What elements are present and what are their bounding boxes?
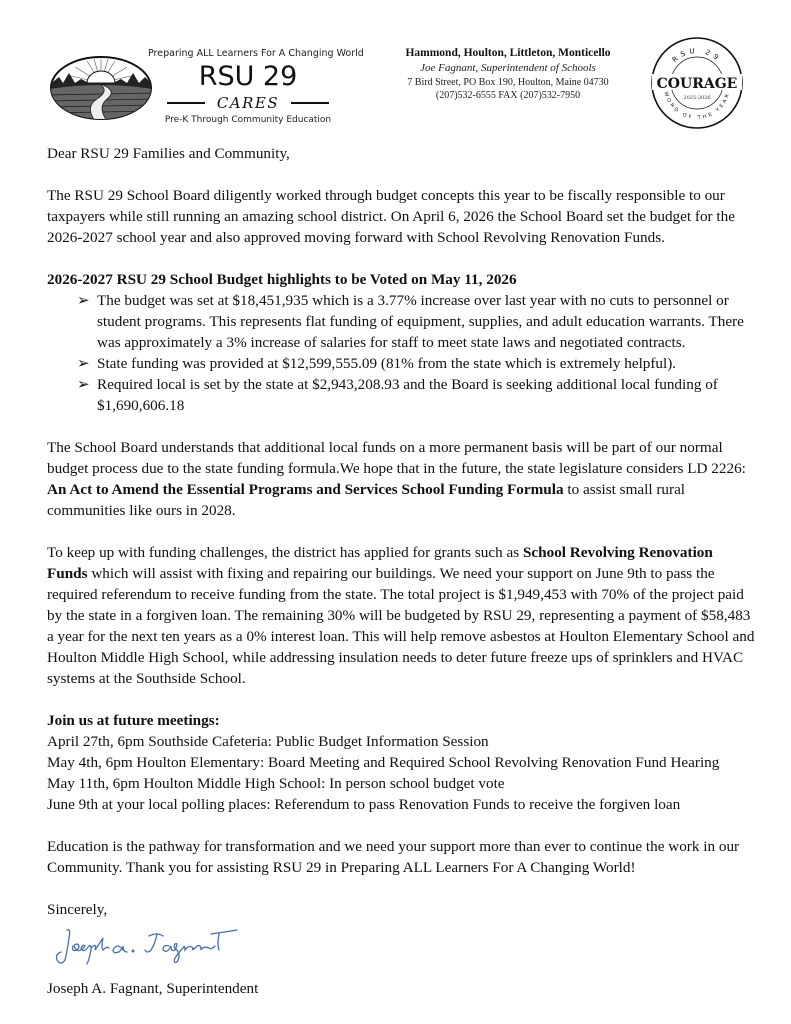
signer-name-title: Joseph A. Fagnant, Superintendent (47, 980, 259, 997)
meeting-item: May 4th, 6pm Houlton Elementary: Board Meeting and Required School Revolving Renovation Fund Hearing (47, 754, 720, 771)
meetings-heading: Join us at future meetings: (47, 712, 220, 729)
renovation-funds-term: School Revolving Renovation Funds (47, 544, 713, 582)
list-item: ➢ The budget was set at $18,451,935 which is a 3.77% increase over last year with no cuts to personnel or student programs. This represents flat funding of equipment, supplies, and adult education warrants. There was approximately a 3% increase of salaries for staff to meet state laws and negotiated contracts. (77, 292, 744, 351)
meeting-item: June 9th at your local polling places: Referendum to pass Renovation Funds to receive the forgiven loan (47, 796, 681, 813)
list-item: ➢ Required local is set by the state at $2,943,208.93 and the Board is seeking additional local funding of $1,690,606.18 (77, 376, 718, 414)
signature (47, 920, 757, 978)
seal-years: 2025-2026 (683, 95, 711, 101)
ld-2226-title: An Act to Amend the Essential Programs and Services School Funding Formula (47, 481, 564, 498)
arrow-bullet-icon: ➢ (77, 355, 90, 372)
district-brand (148, 48, 364, 125)
superintendent-line: Joe Fagnant, Superintendent of Schools (420, 62, 596, 74)
list-item: ➢ State funding was provided at $12,599,555.09 (81% from the state which is extremely helpful). (77, 355, 677, 372)
highlights-heading: 2026-2027 RSU 29 School Budget highlights to be Voted on May 11, 2026 (47, 271, 517, 288)
brand-subtitle: Pre-K Through Community Education (164, 115, 332, 125)
closing: Sincerely, (47, 901, 108, 918)
office-address-block (384, 46, 632, 102)
divider (167, 102, 205, 104)
funding-formula-paragraph: The School Board understands that additional local funds on a more permanent basis will be part of our normal budget process due to the state funding formula.We hope that in the future, the state legislature considers LD 2226: An Act to Amend the Essential Programs and Services School Funding Formula to assist small rural communities like ours in 2028. (47, 439, 746, 519)
phone-fax: (207)532-6555 FAX (207)532-7950 (435, 90, 581, 101)
arrow-bullet-icon: ➢ (77, 376, 90, 393)
word-of-the-year-seal-icon (650, 36, 744, 130)
meeting-item: April 27th, 6pm Southside Cafeteria: Public Budget Information Session (47, 733, 489, 750)
handwritten-signature-icon (51, 924, 241, 968)
letterhead (0, 0, 791, 140)
seal-top-text: RSU 29 (670, 46, 724, 65)
district-logo-landscape-icon (49, 55, 153, 121)
divider (291, 102, 329, 104)
street-address: 7 Bird Street, PO Box 190, Houlton, Maine 04730 (407, 77, 609, 88)
budget-highlights-list (77, 290, 757, 416)
seal-bottom-text: WORD OF THE YEAR (662, 91, 732, 122)
arrow-bullet-icon: ➢ (77, 292, 90, 309)
brand-tagline: Preparing ALL Learners For A Changing World (148, 48, 364, 59)
intro-paragraph: The RSU 29 School Board diligently worked through budget concepts this year to be fiscally responsible to our taxpayers while still running an amazing school district. On April 6, 2026 the School Board set the budget for the 2026-2027 school year and also approved moving forward with School Revolving Renovation Funds. (47, 187, 735, 246)
member-towns: Hammond, Houlton, Littleton, Monticello (405, 47, 611, 59)
brand-name: RSU 29 (198, 61, 298, 92)
brand-cares: CARES (216, 94, 280, 112)
closing-paragraph: Education is the pathway for transformation and we need your support more than ever to continue the work in our Community. Thank you for assisting RSU 29 in Preparing ALL Learners For A Changing World! (47, 838, 740, 876)
meeting-item: May 11th, 6pm Houlton Middle High School: In person school budget vote (47, 775, 505, 792)
salutation: Dear RSU 29 Families and Community, (47, 145, 290, 162)
renovation-funds-paragraph: To keep up with funding challenges, the district has applied for grants such as School Revolving Renovation Funds which will assist with fixing and repairing our buildings. We need your support on June 9th to pass the required referendum to receive funding from the state. The total project is $1,949,453 with 70% of the project paid by the state in a forgiven loan. The remaining 30% will be budgeted by RSU 29, representing a payment of $58,483 a year for the next ten years as a 0% interest loan. This will help remove asbestos at Houlton Elementary School and Houlton Middle High School, while addressing insulation needs to deter future freeze ups of sprinklers and HVAC systems at the Southside School. (47, 544, 755, 687)
letter-body (47, 143, 757, 999)
brand-cares-row (148, 94, 348, 112)
seal-word: COURAGE (656, 76, 738, 92)
